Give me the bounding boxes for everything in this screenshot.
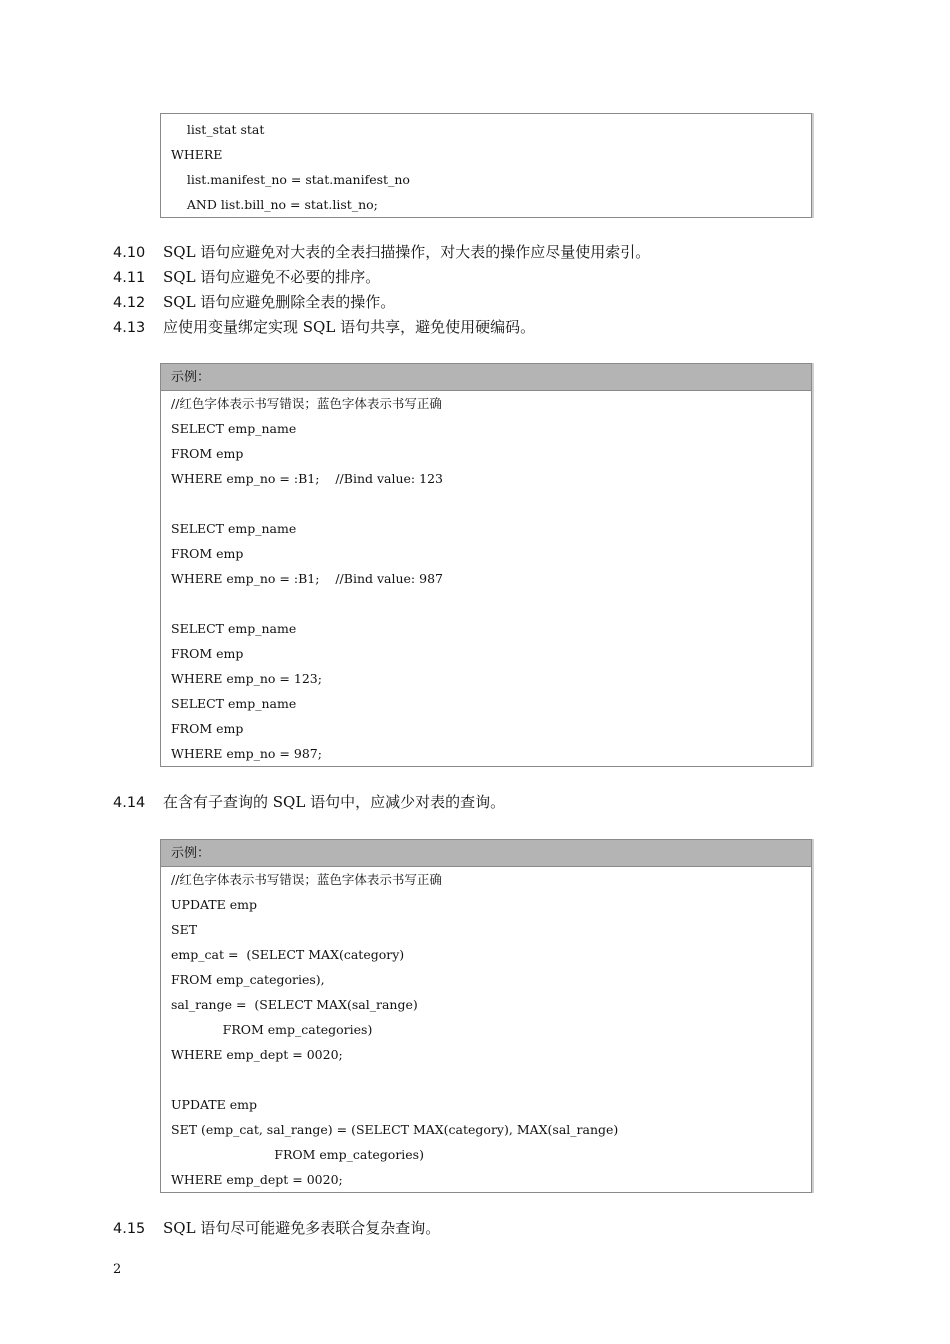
list-item [113, 792, 505, 813]
list-item [113, 267, 380, 288]
list-item [113, 242, 650, 263]
item-text: SQL 语句应避免删除全表的操作。 [163, 293, 396, 311]
code-line: FROM emp_categories) [171, 1147, 424, 1162]
code-line: WHERE emp_dept = 0020; [171, 1047, 343, 1062]
item-text: SQL 语句尽可能避免多表联合复杂查询。 [163, 1219, 441, 1237]
code-line: WHERE [171, 147, 223, 162]
item-text: SQL 语句应避免不必要的排序。 [163, 268, 381, 286]
item-number: 4.11 [113, 270, 146, 286]
code-example-1 [160, 363, 812, 767]
item-text: 在含有子查询的 SQL 语句中，应减少对表的查询。 [163, 793, 506, 811]
code-line: sal_range = (SELECT MAX(sal_range) [171, 997, 418, 1012]
code-line: FROM emp [171, 446, 244, 461]
code-line [161, 491, 811, 516]
example-header: 示例： [161, 364, 811, 391]
example-header: 示例： [161, 840, 811, 867]
code-line: WHERE emp_dept = 0020; [171, 1172, 343, 1187]
code-line: //红色字体表示书写错误；蓝色字体表示书写正确 [171, 872, 442, 887]
code-line: list_stat stat [171, 122, 265, 137]
code-line: SELECT emp_name [171, 621, 297, 636]
code-line: FROM emp [171, 646, 244, 661]
code-block-top [160, 113, 812, 218]
item-number: 4.15 [113, 1221, 146, 1237]
code-line: WHERE emp_no = :B1; //Bind value: 987 [171, 571, 443, 586]
list-item [113, 1218, 440, 1239]
list-item [113, 292, 395, 313]
code-line: SET [171, 922, 198, 937]
code-line: FROM emp [171, 546, 244, 561]
code-line: UPDATE emp [171, 1097, 257, 1112]
code-line: FROM emp_categories), [171, 972, 325, 987]
code-line [161, 1067, 811, 1092]
code-line: emp_cat = (SELECT MAX(category) [171, 947, 405, 962]
code-line: UPDATE emp [171, 897, 257, 912]
code-line [161, 591, 811, 616]
page-number: 2 [113, 1262, 122, 1277]
item-text: 应使用变量绑定实现 SQL 语句共享，避免使用硬编码。 [163, 318, 536, 336]
item-number: 4.13 [113, 320, 146, 336]
item-number: 4.12 [113, 295, 146, 311]
item-number: 4.10 [113, 245, 146, 261]
code-line: SELECT emp_name [171, 696, 297, 711]
code-line: SELECT emp_name [171, 521, 297, 536]
item-number: 4.14 [113, 795, 146, 811]
code-line: FROM emp [171, 721, 244, 736]
code-line: SELECT emp_name [171, 421, 297, 436]
code-line: WHERE emp_no = 987; [171, 746, 322, 761]
item-text: SQL 语句应避免对大表的全表扫描操作，对大表的操作应尽量使用索引。 [163, 243, 651, 261]
code-line: AND list.bill_no = stat.list_no; [171, 197, 378, 212]
code-line: WHERE emp_no = 123; [171, 671, 322, 686]
code-line: WHERE emp_no = :B1; //Bind value: 123 [171, 471, 443, 486]
code-line: //红色字体表示书写错误；蓝色字体表示书写正确 [171, 396, 442, 411]
code-example-2 [160, 839, 812, 1193]
code-line: FROM emp_categories) [171, 1022, 373, 1037]
list-item [113, 317, 535, 338]
code-line: SET (emp_cat, sal_range) = (SELECT MAX(category), MAX(sal_range) [171, 1122, 619, 1137]
code-line: list.manifest_no = stat.manifest_no [171, 172, 410, 187]
